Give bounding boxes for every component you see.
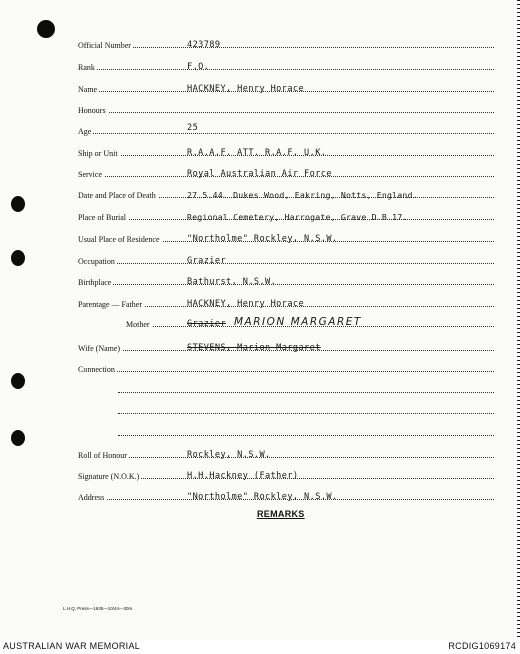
field-label: Wife (Name) (78, 344, 121, 353)
field-label: Place of Burial (78, 213, 126, 222)
footer-source: AUSTRALIAN WAR MEMORIAL (3, 641, 141, 651)
dotted-line (78, 112, 494, 113)
field-official-number (78, 36, 494, 50)
field-value: 25 (187, 123, 199, 133)
dotted-line (78, 263, 494, 264)
connection-line-4 (118, 424, 494, 438)
field-label: Date and Place of Death (78, 191, 156, 200)
printer-line: L.H.Q. Press—1635—10/44—30m. (63, 606, 134, 611)
dotted-line (78, 457, 494, 458)
dotted-line (78, 133, 494, 134)
field-label: Rank (78, 63, 95, 72)
field-usual-residence (78, 230, 494, 244)
field-parentage-father (78, 295, 494, 309)
field-label: Address (78, 493, 105, 502)
field-service (78, 165, 494, 179)
field-value: F.O. (187, 62, 210, 72)
field-label: Roll of Honour (78, 451, 127, 460)
field-name (78, 80, 494, 94)
field-label: Name (78, 85, 98, 94)
field-label: Service (78, 170, 102, 179)
field-value: Grazier (187, 256, 227, 266)
dotted-line (118, 392, 494, 393)
field-label: Honours (78, 106, 106, 115)
dotted-line (118, 413, 494, 414)
connection-line-3 (118, 402, 494, 416)
field-value: "Northolme" Rockley, N.S.W. (187, 234, 338, 244)
punch-hole-2 (11, 250, 25, 266)
field-value: Rockley, N.S.W. (187, 450, 271, 460)
field-date-place-of-death (78, 186, 494, 200)
field-label: Occupation (78, 257, 115, 266)
field-address (78, 488, 494, 502)
connection-line-2 (118, 381, 494, 395)
field-occupation (78, 252, 494, 266)
field-place-of-burial (78, 208, 494, 222)
field-rank (78, 58, 494, 72)
field-label: Usual Place of Residence (78, 235, 160, 244)
dotted-line (78, 69, 494, 70)
punch-hole-3 (11, 373, 25, 389)
field-mother (126, 315, 494, 329)
dotted-line (78, 47, 494, 48)
field-label: Birthplace (78, 278, 112, 287)
field-value: HACKNEY, Henry Horace (187, 84, 305, 94)
field-value: Royal Australian Air Force (187, 169, 332, 179)
field-value-struck: STEVENS, Marion Margaret (187, 343, 321, 353)
punch-hole-4 (11, 430, 25, 446)
field-label: Ship or Unit (78, 149, 118, 158)
field-value: R.A.A.F. ATT. R.A.F. U.K. (187, 148, 327, 158)
field-label: Signature (N.O.K.) (78, 472, 140, 481)
field-honours (78, 101, 494, 115)
field-age (78, 122, 494, 136)
field-label: Official Number (78, 41, 131, 50)
field-value: HACKNEY, Henry Horace (187, 299, 305, 309)
field-value-struck: Grazier (187, 319, 227, 329)
field-value: Bathurst, N.S.W. (187, 277, 277, 287)
remarks-heading: REMARKS (257, 509, 305, 519)
field-wife-name (78, 339, 494, 353)
field-value: H.H.Hackney (Father) (187, 471, 299, 481)
field-value: Regional Cemetery, Harrogate, Grave D.B.17. (187, 212, 408, 222)
field-value: 27.5.44. Dukes Wood, Eakring, Notts, England. (187, 190, 418, 200)
field-roll-of-honour (78, 446, 494, 460)
footer-record-id: RCDIG1069174 (448, 641, 516, 651)
field-connection (78, 360, 494, 374)
punch-hole-1 (11, 196, 25, 212)
handwritten-mother-name: MARION MARGARET (234, 316, 362, 328)
field-birthplace (78, 273, 494, 287)
field-ship-or-unit (78, 144, 494, 158)
dotted-line (78, 371, 494, 372)
field-signature-nok (78, 467, 494, 481)
field-label: Mother (126, 320, 150, 329)
field-label: Connection (78, 365, 115, 374)
field-value: "Northolme" Rockley, N.S.W. (187, 492, 338, 502)
punch-hole-top (37, 20, 55, 38)
field-label: Age (78, 127, 92, 136)
field-label: Parentage — Father (78, 300, 142, 309)
field-value: 423789 (187, 40, 221, 50)
dotted-line (118, 435, 494, 436)
dotted-line (78, 284, 494, 285)
